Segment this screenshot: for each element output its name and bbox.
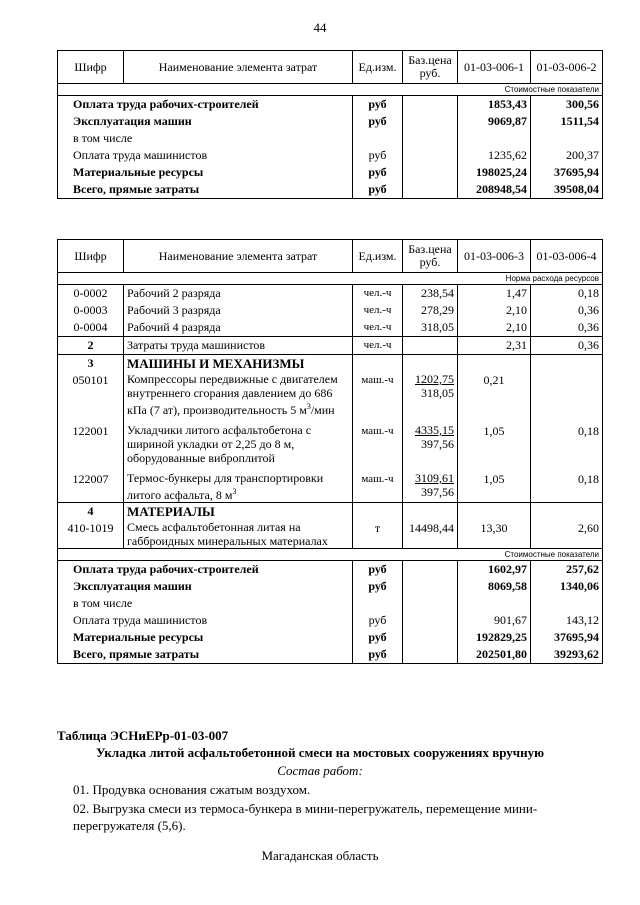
subheader-row bbox=[58, 549, 603, 561]
table-row: 0-0004 Рабочий 4 разряда чел.-ч 318,05 2,10 0,36 bbox=[58, 319, 603, 337]
col-code-3: 01-03-006-3 bbox=[458, 240, 531, 273]
table-name: Таблица ЭСНиЕРр-01-03-007 bbox=[57, 728, 229, 743]
table-row: 2 Затраты труда машинистов чел.-ч 2,31 0,36 bbox=[58, 337, 603, 355]
cost-table-1 bbox=[57, 50, 603, 199]
table-row: 0-0002 Рабочий 2 разряда чел.-ч 238,54 1,47 0,18 bbox=[58, 285, 603, 303]
work-item: 02. Выгрузка смеси из термоса-бункера в мини-перегружатель, перемещение мини-перегружателя (5,6). bbox=[73, 801, 538, 833]
col-code: Шифр bbox=[58, 51, 124, 84]
subheader: Норма расхода ресурсов bbox=[58, 273, 603, 285]
table-row: Оплата труда машинистов руб 901,67 143,12 bbox=[58, 612, 603, 629]
table-row: Оплата труда рабочих-строителей руб 1853,43 300,56 bbox=[58, 96, 603, 114]
table-row: Эксплуатация машин руб 9069,87 1511,54 bbox=[58, 113, 603, 130]
table-row: Всего, прямые затраты руб 202501,80 39293,62 bbox=[58, 646, 603, 664]
table-row: Эксплуатация машин руб 8069,58 1340,06 bbox=[58, 578, 603, 595]
col-base-price: Баз.цена руб. bbox=[403, 240, 458, 273]
table-row: Всего, прямые затраты руб 208948,54 39508,04 bbox=[58, 181, 603, 199]
col-code-2: 01-03-006-2 bbox=[531, 51, 603, 84]
col-code: Шифр bbox=[58, 240, 124, 273]
table-row: 0-0003 Рабочий 3 разряда чел.-ч 278,29 2,10 0,36 bbox=[58, 302, 603, 319]
table-row: Оплата труда машинистов руб 1235,62 200,37 bbox=[58, 147, 603, 164]
work-item: 01. Продувка основания сжатым воздухом. bbox=[73, 782, 311, 797]
table-row: 050101 Компрессоры передвижные с двигателем внутреннего сгорания давлением до 686 кПа (7 ат), производительность 5 $м^3$/мин маш.-ч 1202,75 318,05 0,21 bbox=[58, 372, 603, 423]
subheader: Стоимостные показатели bbox=[58, 84, 603, 96]
footer-region: Магаданская область bbox=[261, 848, 379, 863]
col-base-price: Баз.цена руб. bbox=[403, 51, 458, 84]
table-row: 122001 Укладчики литого асфальтобетона с шириной укладки от 2,25 до 8 м, оборудованные виброплитой маш.-ч 4335,15 397,56 1,05 0,18 bbox=[58, 423, 603, 471]
table-row: Материальные ресурсы руб 198025,24 37695,94 bbox=[58, 164, 603, 181]
col-unit: Ед.изм. bbox=[353, 51, 403, 84]
work-heading: Состав работ: bbox=[277, 763, 363, 778]
section-row: 4 МАТЕРИАЛЫ bbox=[58, 503, 603, 521]
subheader-row bbox=[58, 84, 603, 96]
table-row: 410-1019 Смесь асфальтобетонная литая на габброидных минеральных материалах т 14498,44 13,30 2,60 bbox=[58, 520, 603, 549]
table-row: в том числе bbox=[58, 130, 603, 147]
table-title: Укладка литой асфальтобетонной смеси на мостовых сооружениях вручную bbox=[95, 745, 545, 760]
table-header bbox=[58, 240, 603, 273]
table-row: в том числе bbox=[58, 595, 603, 612]
resource-table-2 bbox=[57, 239, 603, 664]
col-name: Наименование элемента затрат bbox=[124, 51, 353, 84]
col-code-1: 01-03-006-1 bbox=[458, 51, 531, 84]
col-unit: Ед.изм. bbox=[353, 240, 403, 273]
table-row: 122007 Термос-бункеры для транспортировки литого асфальта, 8 $м^3$ маш.-ч 3109,61 397,56 1,05 0,18 bbox=[58, 471, 603, 503]
section-row: 3 МАШИНЫ И МЕХАНИЗМЫ bbox=[58, 355, 603, 373]
subheader-row bbox=[58, 273, 603, 285]
page-number: 44 bbox=[313, 20, 327, 35]
table-row: Материальные ресурсы руб 192829,25 37695,94 bbox=[58, 629, 603, 646]
col-code-4: 01-03-006-4 bbox=[531, 240, 603, 273]
table-header bbox=[58, 51, 603, 84]
subheader: Стоимостные показатели bbox=[58, 549, 603, 561]
col-name: Наименование элемента затрат bbox=[124, 240, 353, 273]
table-row: Оплата труда рабочих-строителей руб 1602,97 257,62 bbox=[58, 561, 603, 579]
